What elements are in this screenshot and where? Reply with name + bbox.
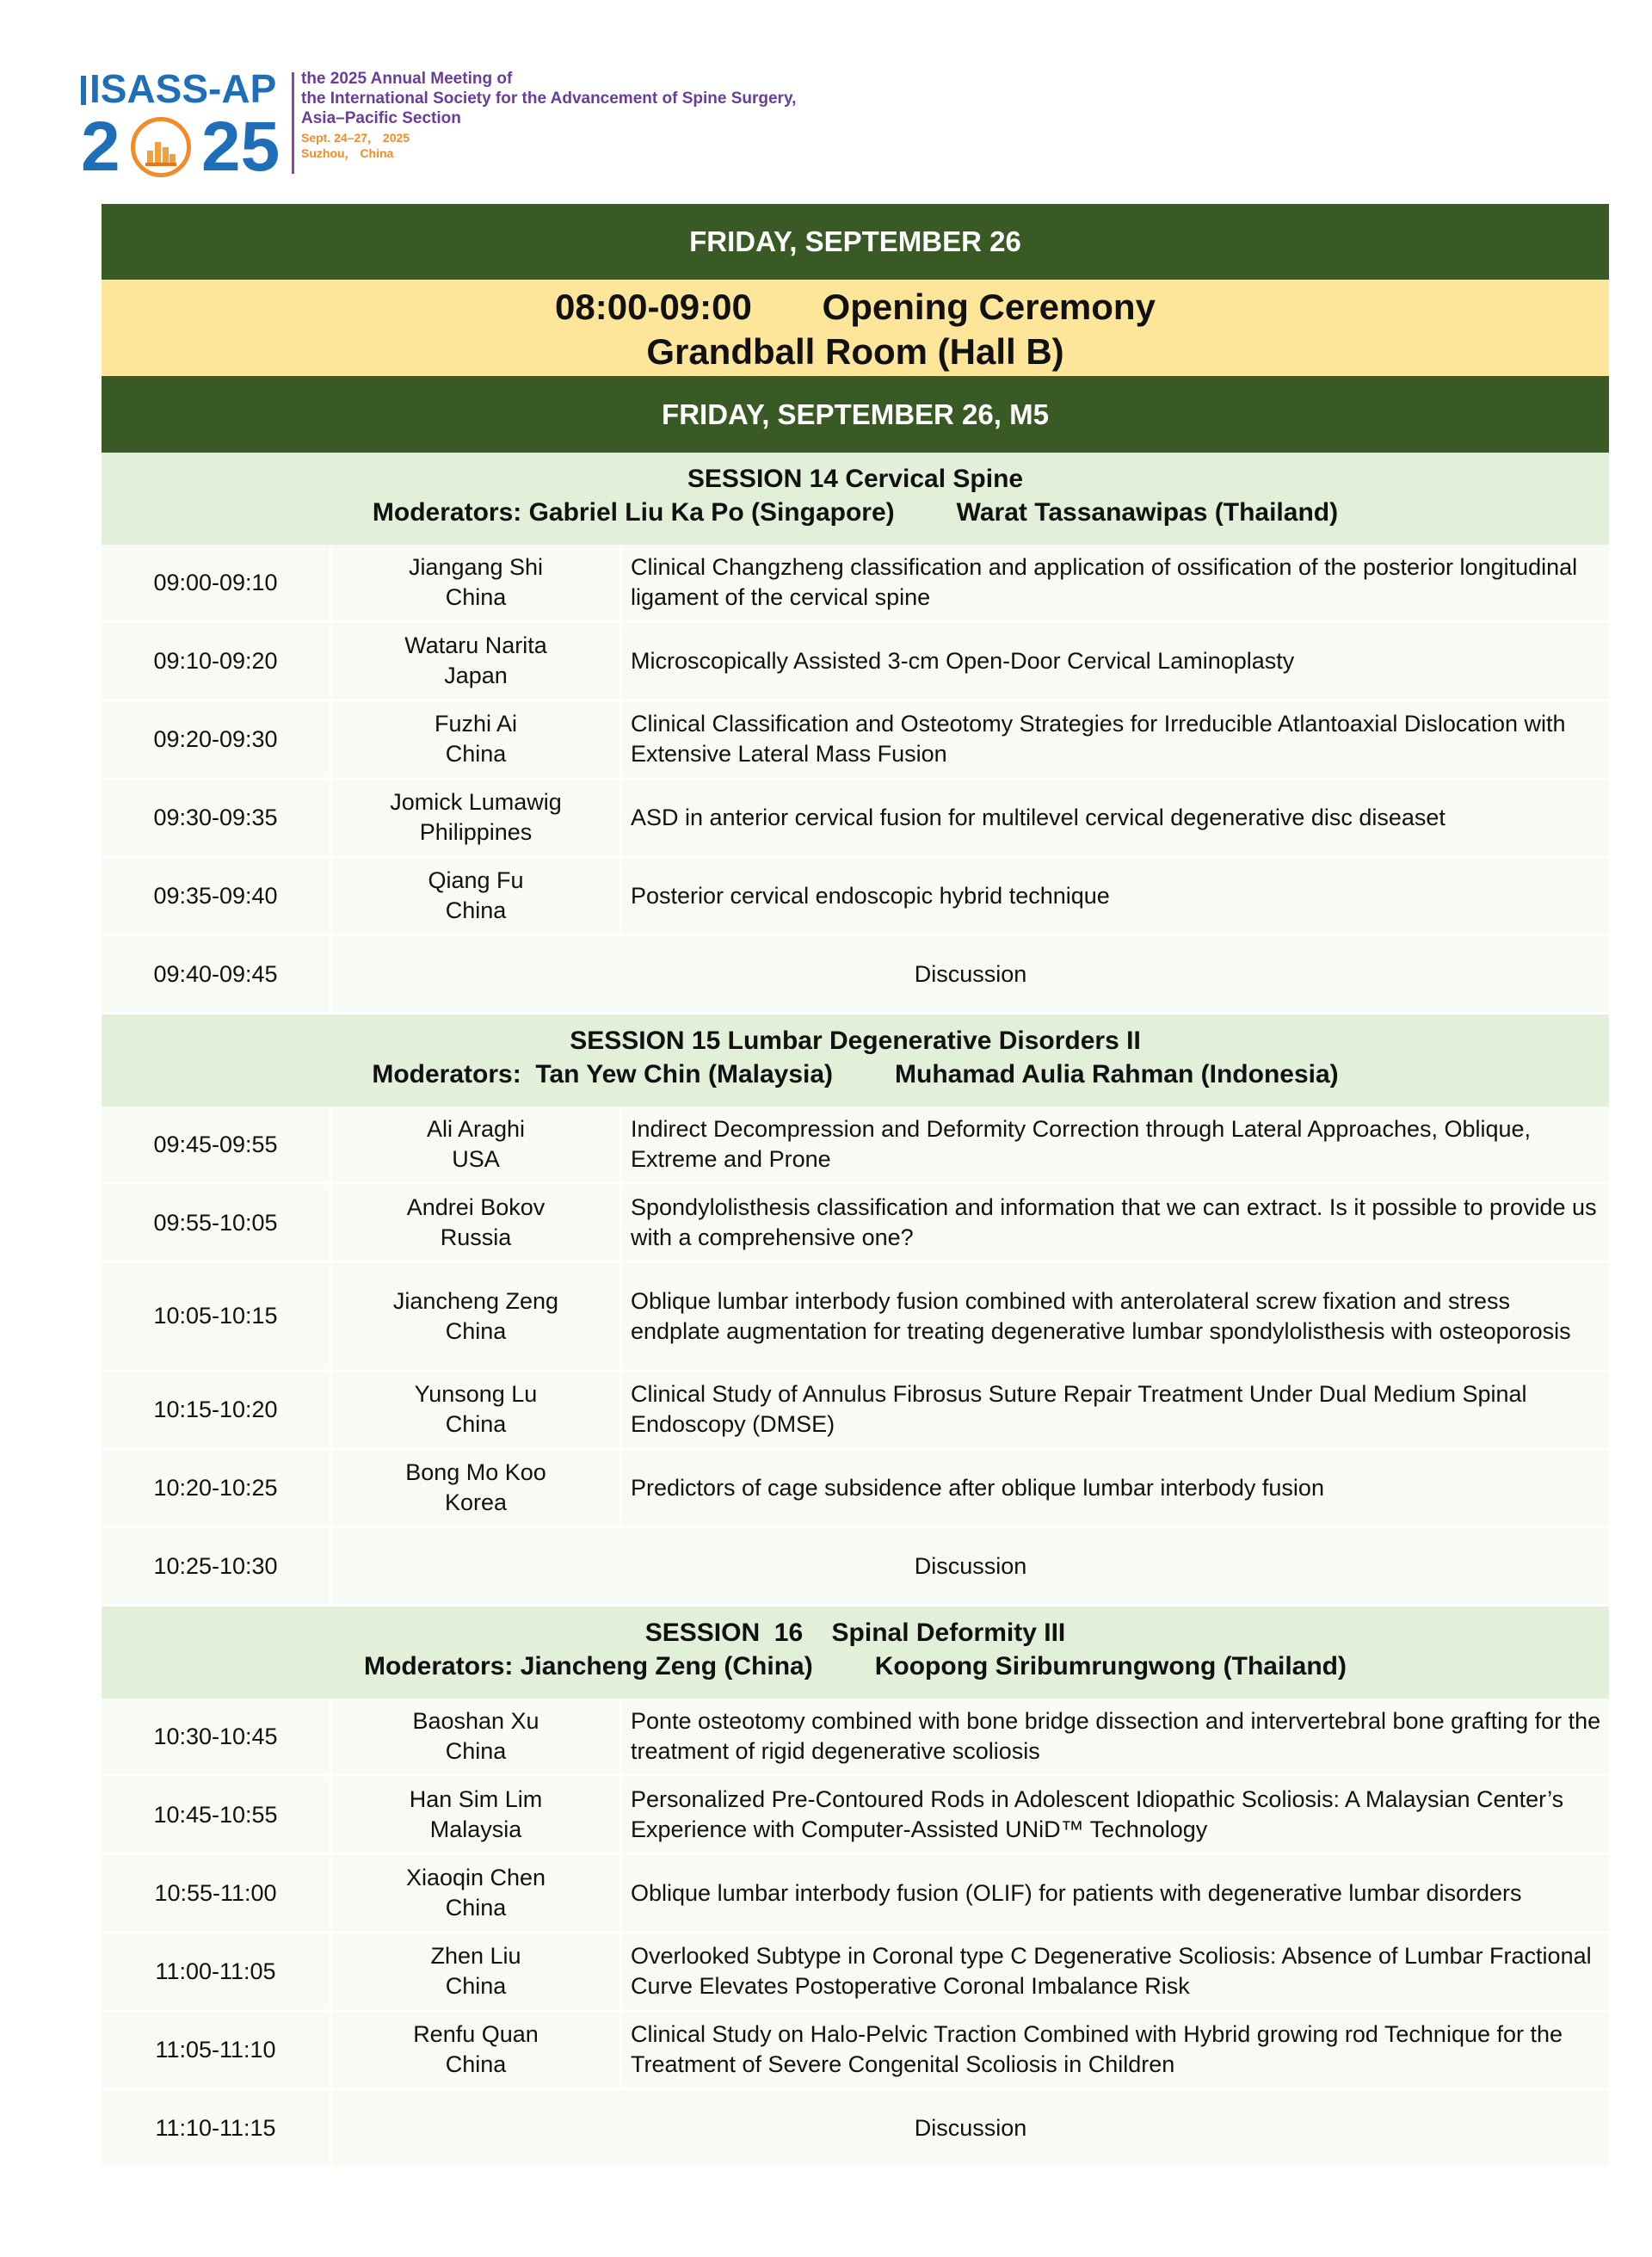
table-row <box>102 1855 1609 1933</box>
table-row <box>102 858 1609 936</box>
speaker <box>332 1185 622 1261</box>
opening-ceremony <box>102 280 1609 376</box>
table-row <box>102 1777 1609 1855</box>
logo-zero-emblem-icon <box>131 117 191 177</box>
speaker-name: Renfu Quan <box>413 2021 539 2047</box>
discussion-label: Discussion <box>332 1528 1609 1604</box>
logo-place: Suzhou， China <box>301 146 394 160</box>
speaker <box>332 1777 622 1853</box>
logo-brand <box>81 67 276 110</box>
ceremony-venue: Grandball Room (Hall B) <box>646 331 1064 372</box>
table-row <box>102 1450 1609 1528</box>
talk-time: 09:35-09:40 <box>102 858 332 934</box>
speaker-country: China <box>445 741 507 767</box>
speaker-name: Qiang Fu <box>428 867 524 893</box>
speaker-name: Yunsong Lu <box>414 1381 538 1407</box>
discussion-time: 11:10-11:15 <box>102 2090 332 2166</box>
table-row <box>102 780 1609 858</box>
speaker <box>332 1107 622 1182</box>
talk-topic: Microscopically Assisted 3-cm Open-Door Cervical Laminoplasty <box>622 623 1609 699</box>
talk-topic: Clinical Classification and Osteotomy Strategies for Irreducible Atlantoaxial Dislocation with Extensive Lateral Mass Fusion <box>622 701 1609 777</box>
speaker-name: Bong Mo Koo <box>405 1459 546 1485</box>
speaker-name: Jiancheng Zeng <box>392 1287 559 1314</box>
talk-time: 10:05-10:15 <box>102 1263 332 1369</box>
talk-time: 11:00-11:05 <box>102 1933 332 2009</box>
speaker-country: Malaysia <box>429 1816 522 1842</box>
table-row <box>102 1699 1609 1777</box>
logo-brand-text: ISASS-AP <box>89 66 277 111</box>
speaker-country: USA <box>452 1146 500 1172</box>
table-row <box>102 1107 1609 1185</box>
talk-topic: Clinical Study of Annulus Fibrosus Suture Repair Treatment Under Dual Medium Spinal Endoscopy (DMSE) <box>622 1372 1609 1447</box>
talk-time: 11:05-11:10 <box>102 2012 332 2087</box>
speaker <box>332 545 622 620</box>
speaker-name: Jiangang Shi <box>408 554 544 580</box>
speaker-name: Xiaoqin Chen <box>405 1865 546 1890</box>
speaker-country: Korea <box>444 1489 508 1515</box>
session-header <box>102 1606 1609 1699</box>
talk-topic: Oblique lumbar interbody fusion (OLIF) for patients with degenerative lumbar disorders <box>622 1855 1609 1931</box>
speaker-country: China <box>445 1973 507 1999</box>
speaker-country: China <box>445 1317 507 1344</box>
speaker-country: China <box>445 1411 507 1437</box>
speaker <box>332 1699 622 1774</box>
discussion-time: 09:40-09:45 <box>102 936 332 1012</box>
speaker <box>332 858 622 934</box>
speaker-name: Andrei Bokov <box>406 1194 546 1220</box>
logo-mark <box>81 66 296 186</box>
logo-dates: Sept. 24–27， 2025 <box>301 131 410 145</box>
discussion-label: Discussion <box>332 936 1609 1012</box>
session-header <box>102 1014 1609 1107</box>
moderator-2: Warat Tassanawipas (Thailand) <box>956 498 1339 527</box>
speaker-country: Japan <box>444 663 508 688</box>
speaker-name: Han Sim Lim <box>409 1786 543 1812</box>
speaker-name: Wataru Narita <box>404 632 547 658</box>
speaker <box>332 1933 622 2009</box>
speaker-country: China <box>445 584 507 610</box>
speaker <box>332 780 622 855</box>
moderator-2: Muhamad Aulia Rahman (Indonesia) <box>895 1060 1339 1088</box>
table-row <box>102 1185 1609 1263</box>
session-title: SESSION 14 Cervical Spine <box>687 465 1024 493</box>
talk-time: 09:00-09:10 <box>102 545 332 620</box>
moderator-1: Moderators: Tan Yew Chin (Malaysia) <box>372 1060 834 1088</box>
logo-text <box>301 69 886 161</box>
table-row <box>102 701 1609 780</box>
speaker-country: China <box>445 897 507 923</box>
conference-logo <box>81 66 872 186</box>
logo-year-left: 2 <box>81 108 120 186</box>
talk-topic: ASD in anterior cervical fusion for multilevel cervical degenerative disc diseaset <box>622 780 1609 855</box>
speaker-name: Zhen Liu <box>430 1943 521 1969</box>
talk-time: 09:45-09:55 <box>102 1107 332 1182</box>
talk-time: 09:10-09:20 <box>102 623 332 699</box>
table-row <box>102 545 1609 623</box>
talk-time: 09:30-09:35 <box>102 780 332 855</box>
logo-line-1: the 2025 Annual Meeting of <box>301 70 513 88</box>
room-header: FRIDAY, SEPTEMBER 26, M5 <box>102 376 1609 453</box>
talk-topic: Spondylolisthesis classification and information that we can extract. Is it possible to provide us with a comprehensive one? <box>622 1185 1609 1261</box>
table-row <box>102 1372 1609 1450</box>
table-row <box>102 623 1609 701</box>
speaker <box>332 1263 622 1369</box>
speaker <box>332 1855 622 1931</box>
session-title: SESSION 15 Lumbar Degenerative Disorders II <box>570 1027 1141 1055</box>
talk-time: 10:55-11:00 <box>102 1855 332 1931</box>
discussion-row <box>102 936 1609 1014</box>
talk-topic: Clinical Study on Halo-Pelvic Traction Combined with Hybrid growing rod Technique for the Treatment of Severe Congenital Scoliosis in Children <box>622 2012 1609 2087</box>
speaker-country: Russia <box>440 1224 512 1250</box>
moderator-1: Moderators: Gabriel Liu Ka Po (Singapore) <box>372 498 895 527</box>
logo-year-right: 25 <box>201 108 280 186</box>
talk-topic: Posterior cervical endoscopic hybrid technique <box>622 858 1609 934</box>
session-moderators <box>102 1058 1609 1091</box>
logo-line-2: the International Society for the Advancement of Spine Surgery, <box>301 89 797 108</box>
talk-time: 10:15-10:20 <box>102 1372 332 1447</box>
speaker <box>332 623 622 699</box>
logo-divider <box>292 72 294 174</box>
talk-topic: Personalized Pre-Contoured Rods in Adolescent Idiopathic Scoliosis: A Malaysian Center’s Experience with Computer-Assisted UNiD™ Technology <box>622 1777 1609 1853</box>
talk-topic: Ponte osteotomy combined with bone bridge dissection and intervertebral bone grafting for the treatment of rigid degenerative scoliosis <box>622 1699 1609 1774</box>
session-moderators <box>102 1650 1609 1683</box>
session-header <box>102 453 1609 545</box>
speaker-country: China <box>445 1738 507 1764</box>
session-moderators <box>102 496 1609 529</box>
logo-year <box>81 108 296 186</box>
talk-time: 09:20-09:30 <box>102 701 332 777</box>
speaker-country: Philippines <box>419 819 533 845</box>
discussion-label: Discussion <box>332 2090 1609 2166</box>
day-header: FRIDAY, SEPTEMBER 26 <box>102 204 1609 280</box>
discussion-row <box>102 1528 1609 1606</box>
moderator-2: Koopong Siribumrungwong (Thailand) <box>874 1652 1347 1680</box>
talk-topic: Overlooked Subtype in Coronal type C Degenerative Scoliosis: Absence of Lumbar Fractional Curve Elevates Postoperative Coronal Imbalance Risk <box>622 1933 1609 2009</box>
speaker <box>332 1450 622 1526</box>
speaker-name: Fuzhi Ai <box>434 711 518 737</box>
table-row <box>102 2012 1609 2090</box>
speaker <box>332 2012 622 2087</box>
speaker-name: Jomick Lumawig <box>390 789 562 815</box>
discussion-time: 10:25-10:30 <box>102 1528 332 1604</box>
speaker-name: Baoshan Xu <box>412 1708 539 1734</box>
logo-line-3: Asia–Pacific Section <box>301 109 461 127</box>
discussion-row <box>102 2090 1609 2168</box>
talk-topic: Indirect Decompression and Deformity Correction through Lateral Approaches, Oblique, Extreme and Prone <box>622 1107 1609 1182</box>
speaker <box>332 701 622 777</box>
table-row <box>102 1933 1609 2012</box>
talk-time: 09:55-10:05 <box>102 1185 332 1261</box>
session-title: SESSION 16 Spinal Deformity III <box>644 1619 1066 1647</box>
ceremony-time-title: 08:00-09:00 Opening Ceremony <box>555 287 1156 327</box>
talk-time: 10:30-10:45 <box>102 1699 332 1774</box>
talk-topic: Oblique lumbar interbody fusion combined with anterolateral screw fixation and stress endplate augmentation for treating degenerative lumbar spondylolisthesis with osteoporosis <box>622 1263 1609 1369</box>
talk-time: 10:45-10:55 <box>102 1777 332 1853</box>
moderator-1: Moderators: Jiancheng Zeng (China) <box>364 1652 813 1680</box>
speaker-country: China <box>445 1895 507 1921</box>
talk-topic: Clinical Changzheng classification and application of ossification of the posterior longitudinal ligament of the cervical spine <box>622 545 1609 620</box>
schedule-table <box>102 204 1609 2168</box>
speaker <box>332 1372 622 1447</box>
speaker-name: Ali Araghi <box>426 1116 526 1142</box>
talk-topic: Predictors of cage subsidence after oblique lumbar interbody fusion <box>622 1450 1609 1526</box>
speaker-country: China <box>445 2051 507 2077</box>
table-row <box>102 1263 1609 1372</box>
talk-time: 10:20-10:25 <box>102 1450 332 1526</box>
